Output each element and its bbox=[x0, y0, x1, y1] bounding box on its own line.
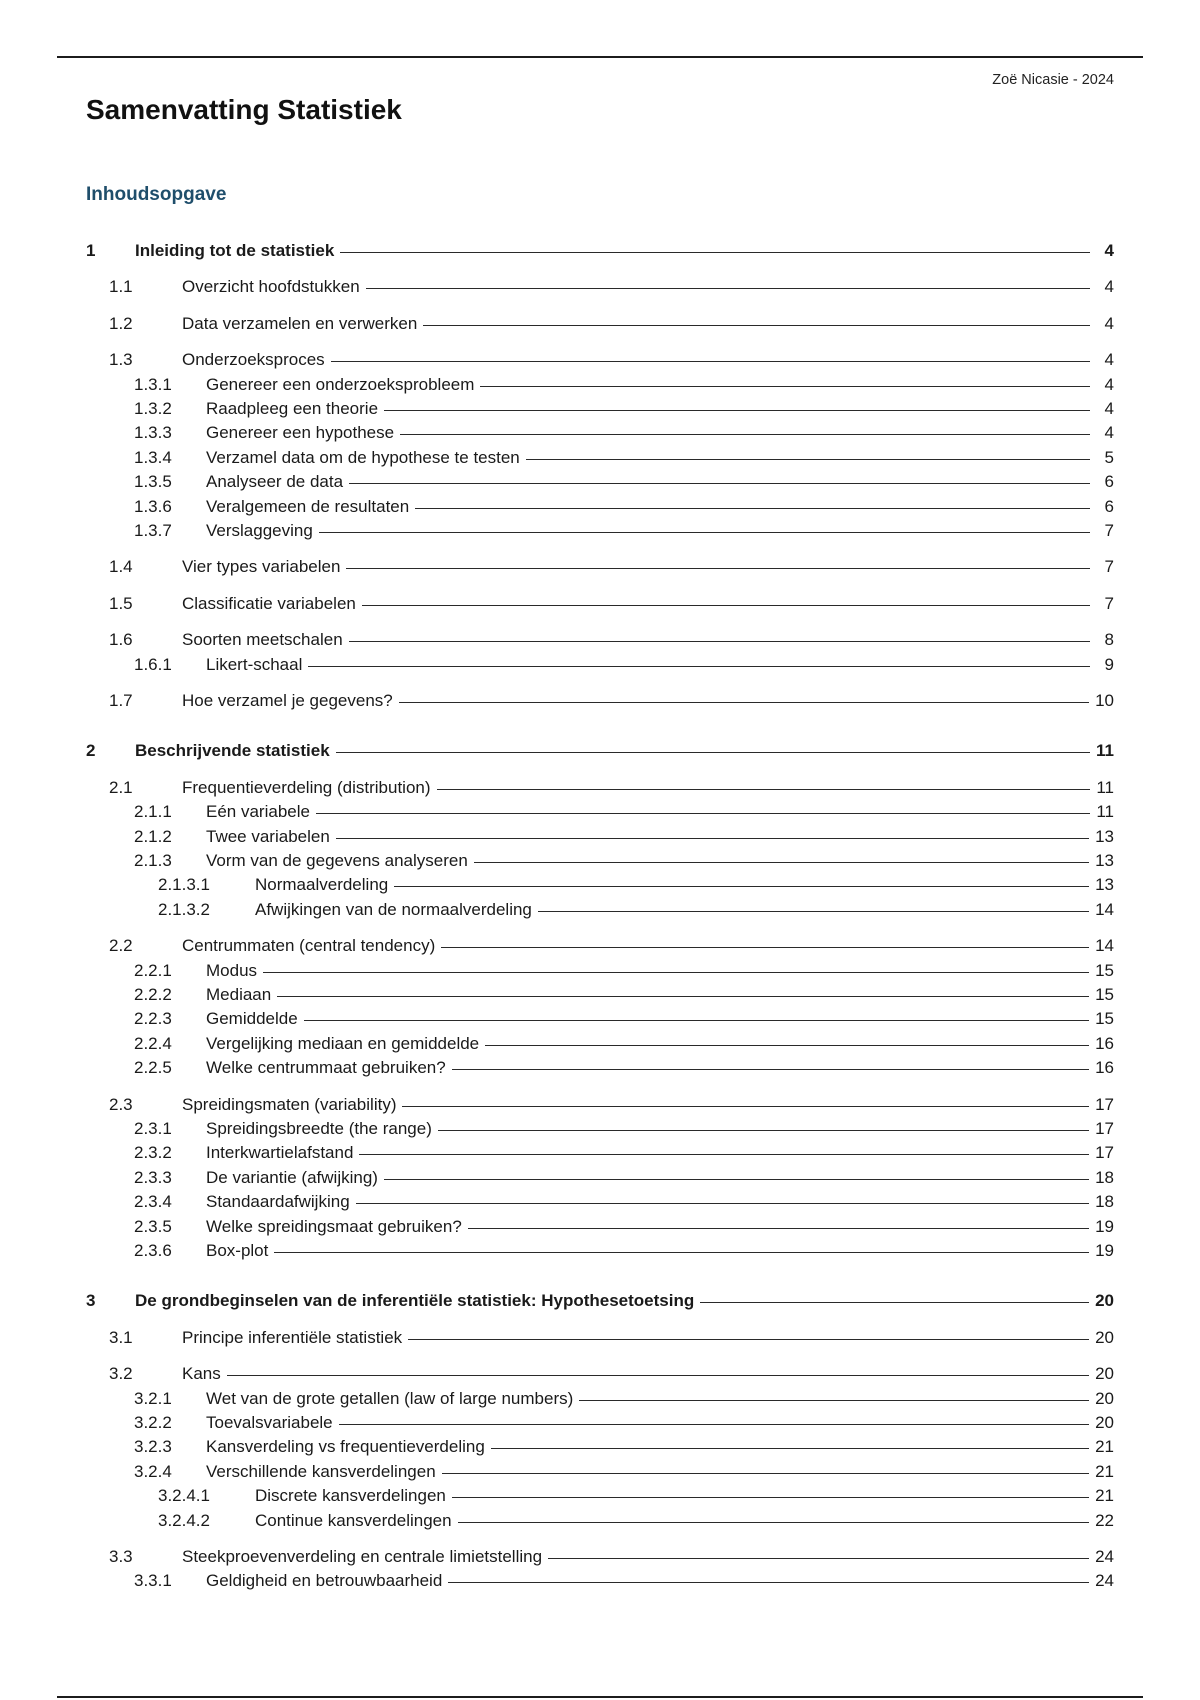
toc-entry-title: Vergelijking mediaan en gemiddelde bbox=[206, 1033, 480, 1053]
toc-entry-title: Interkwartielafstand bbox=[206, 1143, 354, 1163]
toc-entry-title: Data verzamelen en verwerken bbox=[182, 313, 418, 333]
toc-entry-number: 3.2.1 bbox=[134, 1388, 172, 1408]
toc-entry-title: Likert-schaal bbox=[206, 654, 303, 674]
toc-leader-line bbox=[452, 1069, 1089, 1070]
toc-leader-line bbox=[316, 813, 1090, 814]
toc-entry-number: 2.2.4 bbox=[134, 1033, 172, 1053]
toc-entry[interactable] bbox=[86, 447, 1114, 469]
toc-entry-page: 6 bbox=[1104, 472, 1114, 492]
author-header: Zoë Nicasie - 2024 bbox=[992, 72, 1114, 88]
toc-entry[interactable] bbox=[86, 1191, 1114, 1213]
toc-entry[interactable] bbox=[86, 349, 1114, 371]
toc-entry-page: 13 bbox=[1095, 826, 1114, 846]
toc-leader-line bbox=[415, 508, 1090, 509]
toc-entry[interactable] bbox=[86, 960, 1114, 982]
toc-entry-title: Spreidingsbreedte (the range) bbox=[206, 1119, 432, 1138]
toc-entry[interactable] bbox=[86, 1290, 1114, 1312]
toc-entry-number: 2.1 bbox=[109, 777, 133, 797]
toc-entry-title: Eén variabele bbox=[206, 802, 310, 822]
toc-leader-line bbox=[474, 862, 1089, 863]
toc-leader-line bbox=[452, 1497, 1089, 1498]
toc-entry-number: 2.2.3 bbox=[134, 1009, 172, 1029]
toc-leader-line bbox=[491, 1448, 1089, 1449]
toc-entry-number: 3.2.2 bbox=[134, 1413, 172, 1432]
toc-entry-page: 4 bbox=[1104, 374, 1114, 394]
toc-entry[interactable] bbox=[86, 826, 1114, 848]
toc-leader-line bbox=[336, 838, 1089, 839]
toc-entry-page: 24 bbox=[1095, 1571, 1114, 1591]
toc-entry-page: 6 bbox=[1104, 496, 1114, 516]
toc-entry-page: 11 bbox=[1096, 741, 1114, 761]
toc-entry-title: Wet van de grote getallen (law of large numbers) bbox=[206, 1388, 574, 1408]
toc-leader-line bbox=[448, 1582, 1089, 1583]
toc-entry[interactable] bbox=[86, 1388, 1114, 1410]
toc-leader-line bbox=[438, 1130, 1089, 1131]
toc-entry-page: 10 bbox=[1095, 691, 1114, 710]
toc-entry-page: 8 bbox=[1104, 630, 1114, 650]
toc-entry[interactable] bbox=[86, 984, 1114, 1006]
toc-entry-title: Genereer een hypothese bbox=[206, 423, 395, 443]
toc-entry-page: 20 bbox=[1095, 1388, 1114, 1408]
toc-entry-number: 1.3 bbox=[109, 350, 133, 370]
toc-entry[interactable] bbox=[86, 1008, 1114, 1030]
toc-entry-title: Onderzoeksproces bbox=[182, 350, 325, 370]
toc-leader-line bbox=[437, 789, 1090, 790]
toc-entry[interactable] bbox=[86, 1240, 1114, 1262]
toc-entry-title: Principe inferentiële statistiek bbox=[182, 1327, 403, 1347]
toc-leader-line bbox=[538, 911, 1089, 912]
toc-entry-page: 4 bbox=[1104, 241, 1114, 260]
toc-entry-number: 3.2.3 bbox=[134, 1437, 172, 1457]
toc-entry-title: Vorm van de gegevens analyseren bbox=[206, 851, 468, 870]
toc-entry-title: Standaardafwijking bbox=[206, 1192, 350, 1212]
toc-entry-title: De grondbeginselen van de inferentiële statistiek: Hypothesetoetsing bbox=[135, 1291, 695, 1311]
toc-entry-number: 3.2.4 bbox=[134, 1461, 172, 1481]
toc-entry-number: 1.3.2 bbox=[134, 399, 172, 418]
toc-entry-title: Welke spreidingsmaat gebruiken? bbox=[206, 1216, 462, 1236]
toc-entry-page: 7 bbox=[1104, 557, 1114, 577]
toc-leader-line bbox=[548, 1558, 1089, 1559]
toc-entry-number: 2.2 bbox=[109, 936, 133, 956]
toc-entry[interactable] bbox=[86, 1167, 1114, 1189]
toc-entry-page: 18 bbox=[1095, 1167, 1114, 1187]
toc-entry-number: 2.3 bbox=[109, 1094, 133, 1114]
toc-entry[interactable] bbox=[86, 777, 1114, 799]
toc-entry-page: 17 bbox=[1095, 1143, 1114, 1163]
toc-entry[interactable] bbox=[86, 422, 1114, 444]
toc-leader-line bbox=[402, 1106, 1089, 1107]
toc-leader-line bbox=[362, 605, 1090, 606]
toc-entry-page: 7 bbox=[1104, 521, 1114, 540]
toc-entry[interactable] bbox=[86, 1436, 1114, 1458]
toc-leader-line bbox=[485, 1045, 1089, 1046]
toc-entry-title: Spreidingsmaten (variability) bbox=[182, 1094, 397, 1114]
toc-entry-number: 3.2.4.1 bbox=[158, 1486, 210, 1506]
toc-leader-line bbox=[359, 1154, 1089, 1155]
toc-entry-page: 24 bbox=[1095, 1547, 1114, 1566]
toc-entry-title: Veralgemeen de resultaten bbox=[206, 496, 410, 516]
toc-leader-line bbox=[700, 1302, 1089, 1303]
toc-entry[interactable] bbox=[86, 1033, 1114, 1055]
toc-entry-number: 2 bbox=[86, 741, 96, 761]
toc-entry-number: 1.7 bbox=[109, 691, 133, 710]
toc-entry-page: 18 bbox=[1095, 1192, 1114, 1212]
toc-entry[interactable] bbox=[86, 899, 1114, 921]
toc-entry-number: 2.1.3 bbox=[134, 851, 172, 870]
toc-entry-number: 2.2.5 bbox=[134, 1058, 172, 1078]
toc-leader-line bbox=[423, 325, 1090, 326]
toc-entry-page: 11 bbox=[1096, 802, 1114, 822]
toc-entry-page: 15 bbox=[1095, 1009, 1114, 1029]
toc-entry-number: 1.3.5 bbox=[134, 472, 172, 492]
toc-entry-number: 1.6 bbox=[109, 630, 133, 650]
toc-leader-line bbox=[384, 1179, 1089, 1180]
toc-leader-line bbox=[349, 483, 1090, 484]
toc-entry-page: 20 bbox=[1095, 1364, 1114, 1384]
toc-entry-page: 21 bbox=[1095, 1437, 1114, 1457]
toc-leader-line bbox=[442, 1473, 1089, 1474]
toc-entry-page: 7 bbox=[1104, 593, 1114, 613]
toc-entry-title: Afwijkingen van de normaalverdeling bbox=[255, 899, 532, 919]
toc-entry-page: 4 bbox=[1104, 423, 1114, 443]
toc-entry-page: 17 bbox=[1095, 1094, 1114, 1114]
toc-leader-line bbox=[399, 702, 1089, 703]
toc-entry-page: 9 bbox=[1104, 654, 1114, 674]
toc-leader-line bbox=[526, 459, 1090, 460]
toc-entry-title: Twee variabelen bbox=[206, 826, 330, 846]
toc-entry-title: Soorten meetschalen bbox=[182, 630, 343, 650]
toc-entry-page: 14 bbox=[1095, 936, 1114, 956]
toc-entry[interactable] bbox=[86, 1485, 1114, 1507]
toc-entry-number: 1.3.6 bbox=[134, 496, 172, 516]
toc-leader-line bbox=[263, 972, 1089, 973]
toc-leader-line bbox=[331, 361, 1090, 362]
toc-entry[interactable] bbox=[86, 1142, 1114, 1164]
toc-entry-title: Verschillende kansverdelingen bbox=[206, 1461, 436, 1481]
toc-entry-page: 16 bbox=[1095, 1058, 1114, 1078]
toc-leader-line bbox=[366, 288, 1090, 289]
toc-entry[interactable] bbox=[86, 1216, 1114, 1238]
toc-entry[interactable] bbox=[86, 1546, 1114, 1568]
toc-entry[interactable] bbox=[86, 1094, 1114, 1116]
toc-leader-line bbox=[400, 434, 1090, 435]
toc-leader-line bbox=[339, 1424, 1089, 1425]
toc-entry[interactable] bbox=[86, 398, 1114, 420]
toc-leader-line bbox=[308, 666, 1090, 667]
toc-entry-number: 1 bbox=[86, 241, 96, 260]
toc-entry-number: 3.2.4.2 bbox=[158, 1510, 210, 1530]
toc-entry[interactable] bbox=[86, 593, 1114, 615]
toc-entry-number: 2.3.4 bbox=[134, 1192, 172, 1212]
toc-leader-line bbox=[349, 641, 1090, 642]
toc-entry-number: 2.3.1 bbox=[134, 1119, 172, 1138]
toc-entry-number: 2.1.3.1 bbox=[158, 875, 210, 895]
toc-entry-title: Geldigheid en betrouwbaarheid bbox=[206, 1571, 443, 1591]
toc-entry[interactable] bbox=[86, 240, 1114, 262]
toc-leader-line bbox=[274, 1252, 1089, 1253]
toc-entry-title: Genereer een onderzoeksprobleem bbox=[206, 374, 475, 394]
toc-entry-number: 1.3.7 bbox=[134, 521, 172, 540]
toc-entry[interactable] bbox=[86, 313, 1114, 335]
toc-entry[interactable] bbox=[86, 1570, 1114, 1592]
toc-entry-page: 17 bbox=[1095, 1119, 1114, 1138]
toc-entry[interactable] bbox=[86, 629, 1114, 651]
toc-entry-number: 3 bbox=[86, 1291, 96, 1311]
toc-entry-title: Verzamel data om de hypothese te testen bbox=[206, 447, 520, 467]
toc-entry-page: 13 bbox=[1095, 851, 1114, 870]
bottom-rule bbox=[57, 1696, 1143, 1698]
toc-entry-title: Kansverdeling vs frequentieverdeling bbox=[206, 1437, 485, 1457]
toc-entry[interactable] bbox=[86, 740, 1114, 762]
toc-entry-number: 2.3.2 bbox=[134, 1143, 172, 1163]
toc-leader-line bbox=[384, 410, 1090, 411]
toc-leader-line bbox=[346, 568, 1090, 569]
toc-entry-title: Classificatie variabelen bbox=[182, 593, 356, 613]
toc-entry-page: 19 bbox=[1095, 1241, 1114, 1260]
toc-entry-page: 16 bbox=[1095, 1033, 1114, 1053]
toc-entry-page: 20 bbox=[1095, 1291, 1114, 1311]
toc-entry-page: 5 bbox=[1104, 447, 1114, 467]
toc-entry-page: 15 bbox=[1095, 985, 1114, 1004]
toc-entry-number: 2.1.3.2 bbox=[158, 899, 210, 919]
toc-entry-page: 20 bbox=[1095, 1327, 1114, 1347]
toc-leader-line bbox=[227, 1375, 1089, 1376]
toc-entry[interactable] bbox=[86, 1363, 1114, 1385]
toc-entry-page: 20 bbox=[1095, 1413, 1114, 1432]
toc-entry-title: Box-plot bbox=[206, 1241, 269, 1260]
toc-entry-title: Beschrijvende statistiek bbox=[135, 741, 330, 761]
toc-leader-line bbox=[277, 996, 1089, 997]
toc-entry-title: Toevalsvariabele bbox=[206, 1413, 333, 1432]
toc-entry-page: 4 bbox=[1104, 313, 1114, 333]
toc-entry-title: Normaalverdeling bbox=[255, 875, 389, 895]
toc-leader-line bbox=[441, 947, 1089, 948]
toc-entry[interactable] bbox=[86, 276, 1114, 298]
toc-entry-title: Inleiding tot de statistiek bbox=[135, 241, 335, 260]
toc-entry-number: 1.3.4 bbox=[134, 447, 172, 467]
toc-entry[interactable] bbox=[86, 801, 1114, 823]
toc-entry-number: 1.2 bbox=[109, 313, 133, 333]
toc-entry-page: 4 bbox=[1104, 277, 1114, 297]
toc-entry-title: Kans bbox=[182, 1364, 221, 1384]
toc-entry[interactable] bbox=[86, 1327, 1114, 1349]
toc-entry-page: 19 bbox=[1095, 1216, 1114, 1236]
toc-leader-line bbox=[394, 886, 1089, 887]
toc-entry-title: Welke centrummaat gebruiken? bbox=[206, 1058, 446, 1078]
toc-entry[interactable] bbox=[86, 1118, 1114, 1140]
toc-entry-title: Continue kansverdelingen bbox=[255, 1510, 452, 1530]
toc-entry[interactable] bbox=[86, 496, 1114, 518]
toc-leader-line bbox=[408, 1339, 1089, 1340]
toc-entry-title: Vier types variabelen bbox=[182, 557, 341, 577]
toc-entry-number: 3.3.1 bbox=[134, 1571, 172, 1591]
toc-entry-title: Hoe verzamel je gegevens? bbox=[182, 691, 393, 710]
toc-leader-line bbox=[340, 252, 1090, 253]
toc-entry[interactable] bbox=[86, 556, 1114, 578]
toc-entry-number: 3.1 bbox=[109, 1327, 133, 1347]
toc-entry[interactable] bbox=[86, 1461, 1114, 1483]
toc-entry[interactable] bbox=[86, 690, 1114, 712]
toc-entry-page: 11 bbox=[1096, 777, 1114, 797]
toc-entry-page: 13 bbox=[1095, 875, 1114, 895]
toc-entry-page: 4 bbox=[1104, 399, 1114, 418]
toc-entry-number: 3.3 bbox=[109, 1547, 133, 1566]
toc-entry-number: 1.4 bbox=[109, 557, 133, 577]
top-rule bbox=[57, 56, 1143, 58]
toc-entry[interactable] bbox=[86, 1510, 1114, 1532]
toc-entry[interactable] bbox=[86, 520, 1114, 542]
toc-entry-page: 21 bbox=[1095, 1461, 1114, 1481]
toc-heading: Inhoudsopgave bbox=[86, 184, 227, 205]
toc-entry-number: 2.3.5 bbox=[134, 1216, 172, 1236]
document-title: Samenvatting Statistiek bbox=[86, 94, 402, 125]
toc-entry-number: 1.5 bbox=[109, 593, 133, 613]
toc-entry-number: 1.3.1 bbox=[134, 374, 172, 394]
toc-entry[interactable] bbox=[86, 850, 1114, 872]
toc-leader-line bbox=[356, 1203, 1089, 1204]
toc-entry-number: 2.2.2 bbox=[134, 985, 172, 1004]
toc-leader-line bbox=[480, 386, 1090, 387]
toc-entry[interactable] bbox=[86, 1412, 1114, 1434]
toc-entry-number: 2.2.1 bbox=[134, 960, 172, 980]
toc-leader-line bbox=[304, 1020, 1089, 1021]
toc-entry[interactable] bbox=[86, 1057, 1114, 1079]
toc-entry-title: De variantie (afwijking) bbox=[206, 1167, 378, 1187]
toc-entry[interactable] bbox=[86, 374, 1114, 396]
toc-entry-page: 21 bbox=[1095, 1486, 1114, 1506]
toc-entry-number: 2.3.6 bbox=[134, 1241, 172, 1260]
toc-entry-title: Modus bbox=[206, 960, 258, 980]
toc-leader-line bbox=[579, 1400, 1089, 1401]
toc-entry[interactable] bbox=[86, 874, 1114, 896]
toc-entry-title: Raadpleeg een theorie bbox=[206, 399, 379, 418]
toc-entry-title: Frequentieverdeling (distribution) bbox=[182, 777, 431, 797]
toc-entry-title: Analyseer de data bbox=[206, 472, 344, 492]
toc-entry-number: 1.6.1 bbox=[134, 654, 172, 674]
toc-entry-page: 14 bbox=[1095, 899, 1114, 919]
toc-entry-title: Overzicht hoofdstukken bbox=[182, 277, 360, 297]
toc-entry-number: 3.2 bbox=[109, 1364, 133, 1384]
toc-entry-page: 15 bbox=[1095, 960, 1114, 980]
toc-entry[interactable] bbox=[86, 471, 1114, 493]
toc-entry-title: Gemiddelde bbox=[206, 1009, 298, 1029]
toc-entry-title: Discrete kansverdelingen bbox=[255, 1486, 446, 1506]
toc-leader-line bbox=[336, 752, 1090, 753]
toc-entry-title: Centrummaten (central tendency) bbox=[182, 936, 436, 956]
toc-entry-number: 2.1.1 bbox=[134, 802, 172, 822]
toc-entry[interactable] bbox=[86, 654, 1114, 676]
toc-entry-page: 22 bbox=[1095, 1510, 1114, 1530]
toc-entry-title: Steekproevenverdeling en centrale limietstelling bbox=[182, 1547, 543, 1566]
toc-entry-number: 2.3.3 bbox=[134, 1167, 172, 1187]
toc-entry-number: 1.1 bbox=[109, 277, 133, 297]
toc-entry-number: 1.3.3 bbox=[134, 423, 172, 443]
toc-entry[interactable] bbox=[86, 935, 1114, 957]
toc-entry-number: 2.1.2 bbox=[134, 826, 172, 846]
toc-leader-line bbox=[319, 532, 1090, 533]
toc-leader-line bbox=[468, 1228, 1089, 1229]
toc-entry-title: Mediaan bbox=[206, 985, 272, 1004]
toc-entry-title: Verslaggeving bbox=[206, 521, 313, 540]
toc-leader-line bbox=[458, 1522, 1089, 1523]
toc-entry-page: 4 bbox=[1104, 350, 1114, 370]
